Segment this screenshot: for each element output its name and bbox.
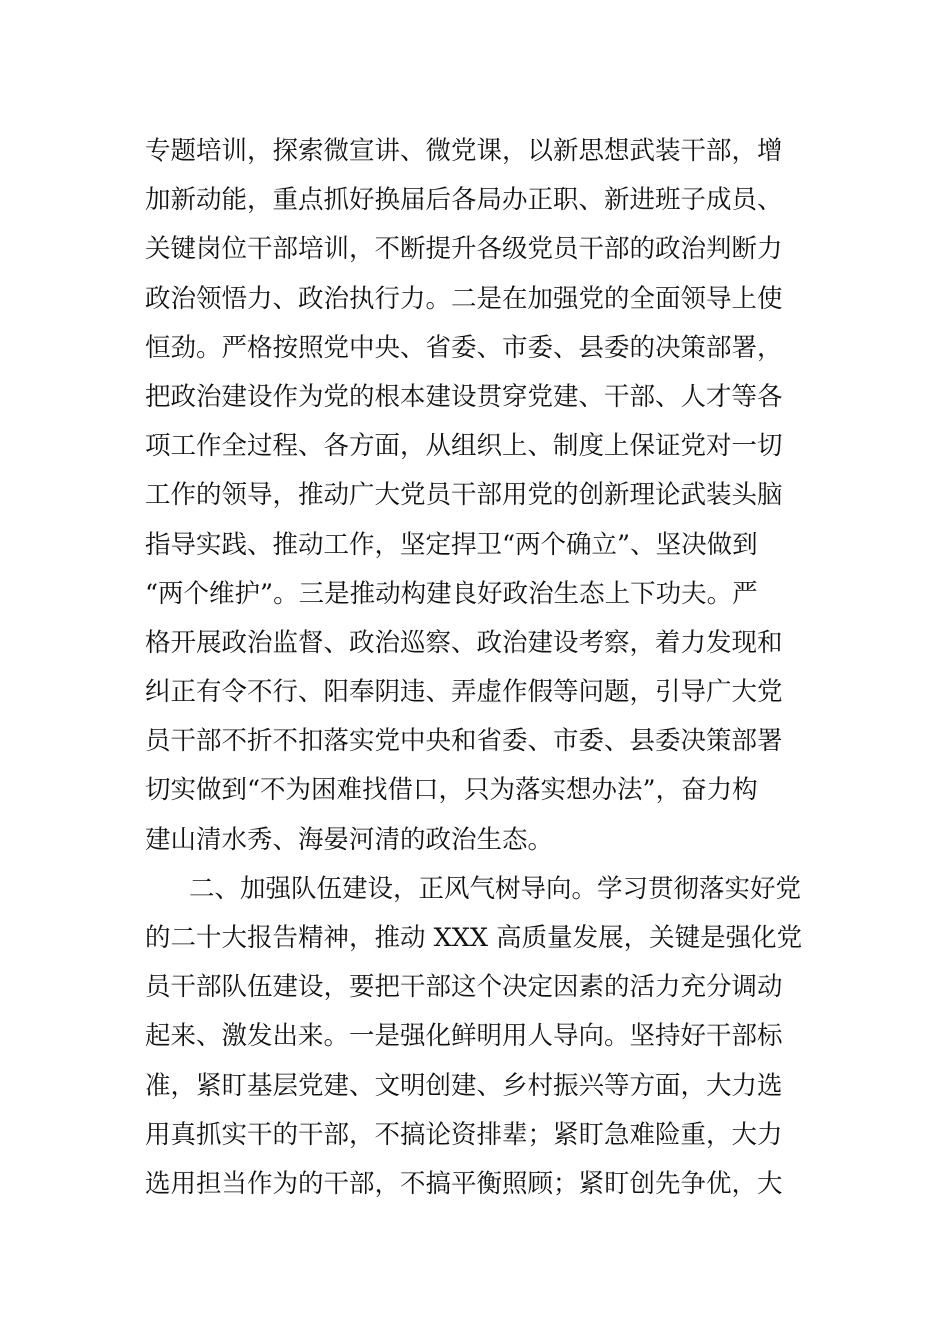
text-line: 建山清水秀、海晏河清的政治生态。 xyxy=(145,824,554,855)
text-line: 把政治建设作为党的根本建设贯穿党建、干部、人才等各 xyxy=(145,381,783,412)
text-line: 指导实践、推动工作，坚定捍卫“两个确立”、坚决做到 xyxy=(145,529,758,560)
text-line: 准，紧盯基层党建、文明创建、乡村振兴等方面，大力选 xyxy=(145,1070,783,1101)
text-line: 关键岗位干部培训，不断提升各级党员干部的政治判断力 xyxy=(145,234,783,265)
document-body xyxy=(145,127,815,1209)
text-line: 用真抓实干的干部，不搞论资排辈；紧盯急难险重，大力 xyxy=(145,1119,783,1150)
text-line: 格开展政治监督、政治巡察、政治建设考察，着力发现和 xyxy=(145,627,783,658)
text-line: 专题培训，探索微宣讲、微党课，以新思想武装干部，增 xyxy=(145,136,783,166)
text-line: “两个维护”。三是推动构建良好政治生态上下功夫。严 xyxy=(145,578,758,609)
text-line: 的二十大报告精神，推动 XXX 高质量发展，关键是强化党 xyxy=(145,923,803,953)
text-line: 加新动能，重点抓好换届后各局办正职、新进班子成员、 xyxy=(145,185,783,216)
section-heading-line: 二、加强队伍建设，正风气树导向。学习贯彻落实好党 xyxy=(189,873,802,904)
text-line: 项工作全过程、各方面，从组织上、制度上保证党对一切 xyxy=(145,431,783,462)
text-line: 纠正有令不行、阳奉阴违、弄虚作假等问题，引导广大党 xyxy=(145,677,783,708)
text-line: 选用担当作为的干部，不搞平衡照顾；紧盯创先争优，大 xyxy=(145,1168,783,1199)
text-line: 起来、激发出来。一是强化鲜明用人导向。坚持好干部标 xyxy=(145,1021,783,1052)
text-line: 员干部不折不扣落实党中央和省委、市委、县委决策部署 xyxy=(145,726,783,757)
text-line: 政治领悟力、政治执行力。二是在加强党的全面领导上使 xyxy=(145,283,783,314)
text-line: 员干部队伍建设，要把干部这个决定因素的活力充分调动 xyxy=(145,972,783,1003)
text-line: 工作的领导，推动广大党员干部用党的创新理论武装头脑 xyxy=(145,480,783,511)
text-line: 切实做到“不为困难找借口，只为落实想办法”，奋力构 xyxy=(145,775,758,806)
text-line: 恒劲。严格按照党中央、省委、市委、县委的决策部署， xyxy=(145,332,783,363)
